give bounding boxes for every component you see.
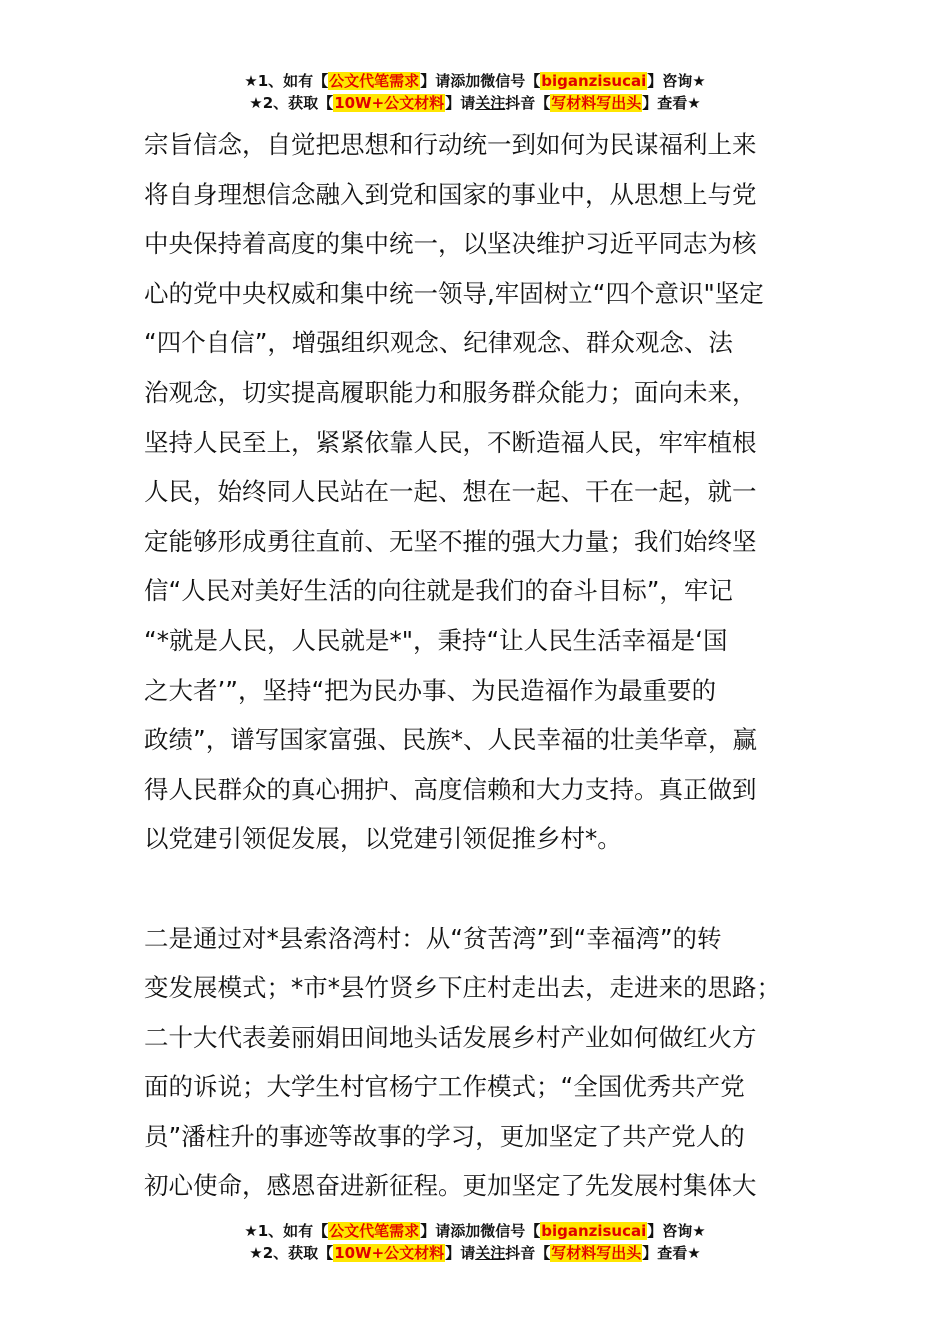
text-line: 中央保持着高度的集中统一，以坚决维护习近平同志为核 [144, 229, 757, 259]
banner-text: ★2、获取【 [249, 1244, 334, 1262]
text-line: 之大者’”，坚持“把为民办事、为民造福作为最重要的 [144, 675, 717, 705]
banner-underlined: 关注 [475, 94, 506, 112]
banner-text: ★2、获取【 [249, 94, 334, 112]
document-body [144, 120, 834, 1211]
text-line: 治观念，切实提高履职能力和服务群众能力；面向未来， [144, 377, 757, 407]
banner-highlight-wechat: biganzisucai [541, 72, 647, 90]
text-line: 坚持人民至上，紧紧依靠人民，不断造福人民，牢牢植根 [144, 427, 757, 457]
banner-highlight-douyin: 写材料写出头 [551, 1244, 642, 1262]
banner-text: 】请添加微信号【 [420, 1222, 541, 1240]
banner-line-2 [0, 1242, 950, 1264]
text-line: “四个自信”，增强组织观念、纪律观念、群众观念、法 [144, 328, 733, 358]
text-line: 二是通过对*县索洛湾村：从“贫苦湾”到“幸福湾”的转 [144, 923, 722, 953]
paragraph-1 [144, 120, 834, 864]
banner-highlight: 10W+公文材料 [334, 1244, 445, 1262]
banner-text: 】查看★ [642, 94, 701, 112]
banner-text: 】咨询★ [647, 1222, 706, 1240]
text-line: 员”潘柱升的事迹等故事的学习，更加坚定了共产党人的 [144, 1121, 745, 1151]
text-line: 信“人民对美好生活的向往就是我们的奋斗目标”，牢记 [144, 576, 733, 606]
text-line: 以党建引领促发展，以党建引领促推乡村*。 [144, 824, 622, 854]
footer-banner [0, 1220, 950, 1264]
banner-text: 抖音【 [505, 94, 551, 112]
banner-text: 抖音【 [505, 1244, 551, 1262]
text-line: 心的党中央权威和集中统一领导,牢固树立“四个意识"坚定 [144, 278, 764, 308]
banner-line-1 [0, 70, 950, 92]
text-line: 得人民群众的真心拥护、高度信赖和大力支持。真正做到 [144, 774, 757, 804]
text-line: 宗旨信念，自觉把思想和行动统一到如何为民谋福利上来 [144, 130, 757, 159]
banner-highlight: 公文代笔需求 [329, 72, 420, 90]
banner-text: 】查看★ [642, 1244, 701, 1262]
paragraph-gap [144, 864, 834, 914]
banner-text: ★1、如有【 [244, 1222, 329, 1240]
text-line: 变发展模式；*市*县竹贤乡下庄村走出去，走进来的思路； [144, 973, 781, 1003]
text-line: 面的诉说；大学生村官杨宁工作模式；“全国优秀共产党 [144, 1072, 745, 1102]
banner-highlight-wechat: biganzisucai [541, 1222, 647, 1240]
banner-text: 】请 [445, 1244, 476, 1262]
banner-highlight: 公文代笔需求 [329, 1222, 420, 1240]
banner-highlight-douyin: 写材料写出头 [551, 94, 642, 112]
text-line: 将自身理想信念融入到党和国家的事业中，从思想上与党 [144, 179, 757, 209]
text-line: 定能够形成勇往直前、无坚不摧的强大力量；我们始终坚 [144, 526, 757, 556]
banner-line-1 [0, 1220, 950, 1242]
text-line: 政绩”，谱写国家富强、民族*、人民幸福的壮美华章，赢 [144, 725, 757, 755]
text-line: 二十大代表姜丽娟田间地头话发展乡村产业如何做红火方 [144, 1022, 757, 1052]
text-line: 初心使命，感恩奋进新征程。更加坚定了先发展村集体大 [144, 1171, 757, 1201]
text-line: 人民，始终同人民站在一起、想在一起、干在一起，就一 [144, 477, 757, 507]
banner-underlined: 关注 [475, 1244, 506, 1262]
banner-text: 】请 [445, 94, 476, 112]
header-banner [0, 70, 950, 114]
banner-text: ★1、如有【 [244, 72, 329, 90]
banner-highlight: 10W+公文材料 [334, 94, 445, 112]
text-line: “*就是人民，人民就是*"，秉持“让人民生活幸福是‘国 [144, 625, 728, 655]
banner-text: 】请添加微信号【 [420, 72, 541, 90]
banner-line-2 [0, 92, 950, 114]
banner-text: 】咨询★ [647, 72, 706, 90]
paragraph-2 [144, 914, 834, 1212]
